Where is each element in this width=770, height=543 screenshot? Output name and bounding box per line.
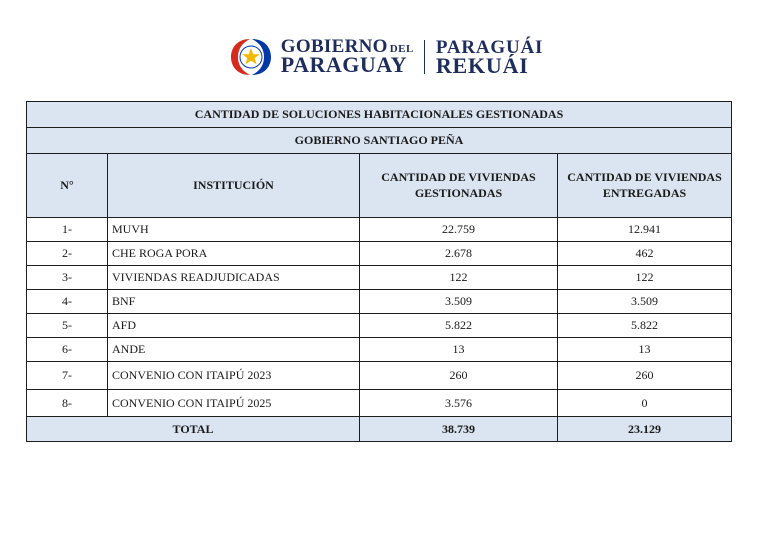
row-institution: CONVENIO CON ITAIPÚ 2023 (108, 362, 360, 390)
row-delivered: 12.941 (558, 218, 732, 242)
page-header (0, 34, 770, 80)
brand-guarani-text (435, 36, 544, 78)
brand-divider (424, 40, 425, 74)
row-delivered: 5.822 (558, 314, 732, 338)
table-row (27, 338, 732, 362)
brand-right-line1: PARAGUÁI (435, 36, 544, 58)
row-managed: 3.509 (360, 290, 558, 314)
row-delivered: 0 (558, 390, 732, 417)
row-delivered: 462 (558, 242, 732, 266)
row-managed: 5.822 (360, 314, 558, 338)
star-emblem-icon (227, 35, 275, 79)
table-row (27, 290, 732, 314)
brand-line1: GOBIERNO (280, 36, 388, 58)
row-delivered: 13 (558, 338, 732, 362)
brand-line2: PARAGUAY (280, 51, 408, 77)
row-managed: 22.759 (360, 218, 558, 242)
table-subtitle: GOBIERNO SANTIAGO PEÑA (27, 128, 732, 154)
table-row (27, 242, 732, 266)
row-institution: ANDE (108, 338, 360, 362)
row-num: 4- (27, 290, 108, 314)
row-institution: AFD (108, 314, 360, 338)
row-delivered: 260 (558, 362, 732, 390)
column-header-managed: CANTIDAD DE VIVIENDAS GESTIONADAS (360, 154, 558, 218)
table-row (27, 390, 732, 417)
brand-del: DEL (389, 43, 414, 56)
row-institution: CHE ROGA PORA (108, 242, 360, 266)
total-label: TOTAL (27, 417, 360, 442)
row-num: 5- (27, 314, 108, 338)
table-title: CANTIDAD DE SOLUCIONES HABITACIONALES GESTIONADAS (27, 102, 732, 128)
column-header-delivered: CANTIDAD DE VIVIENDAS ENTREGADAS (558, 154, 732, 218)
table-row (27, 266, 732, 290)
brand-right-line2: REKUÁI (435, 52, 529, 78)
row-num: 3- (27, 266, 108, 290)
row-delivered: 3.509 (558, 290, 732, 314)
row-num: 2- (27, 242, 108, 266)
column-header-institution: INSTITUCIÓN (108, 154, 360, 218)
row-managed: 260 (360, 362, 558, 390)
row-delivered: 122 (558, 266, 732, 290)
column-header-num: N° (27, 154, 108, 218)
row-num: 1- (27, 218, 108, 242)
brand-text (280, 36, 414, 77)
table-row (27, 362, 732, 390)
row-institution: BNF (108, 290, 360, 314)
housing-table (26, 101, 732, 442)
government-logo (227, 35, 543, 79)
total-delivered: 23.129 (558, 417, 732, 442)
total-row (27, 417, 732, 442)
table-row (27, 314, 732, 338)
row-num: 8- (27, 390, 108, 417)
row-institution: VIVIENDAS READJUDICADAS (108, 266, 360, 290)
row-num: 7- (27, 362, 108, 390)
row-institution: MUVH (108, 218, 360, 242)
row-managed: 2.678 (360, 242, 558, 266)
row-managed: 13 (360, 338, 558, 362)
row-num: 6- (27, 338, 108, 362)
row-managed: 3.576 (360, 390, 558, 417)
row-managed: 122 (360, 266, 558, 290)
total-managed: 38.739 (360, 417, 558, 442)
row-institution: CONVENIO CON ITAIPÚ 2025 (108, 390, 360, 417)
table-row (27, 218, 732, 242)
